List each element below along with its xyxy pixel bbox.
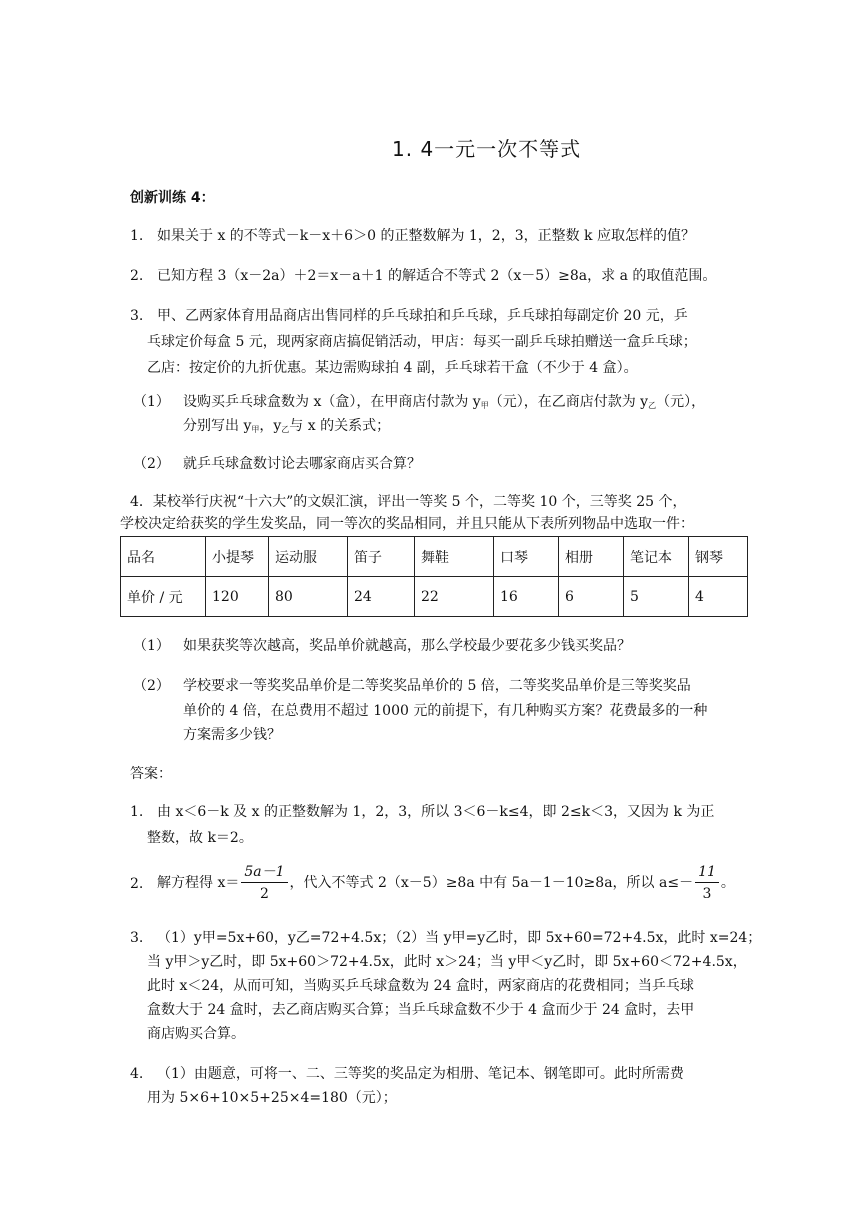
question-3-sub2-number: （2）	[133, 456, 170, 472]
question-3-line: 甲、乙两家体育用品商店出售同样的乒乓球拍和乒乓球，乒乓球拍每副定价 20 元，乒	[157, 308, 688, 324]
table-cell: 80	[269, 577, 348, 617]
table-cell: 运动服	[269, 537, 348, 577]
answer-3-line: （1）y甲=5x+60，y乙=72+4.5x；（2）当 y甲=y乙时，即 5x+60=72+4.5x，此时 x=24；	[157, 930, 762, 946]
question-4-line: 4．某校举行庆祝“十六大”的文娱汇演，评出一等奖 5 个，二等奖 10 个，三等奖 25 个，	[130, 494, 687, 510]
table-cell: 5	[624, 577, 689, 617]
question-1-text: 如果关于 x 的不等式－k－x＋6＞0 的正整数解为 1，2，3，正整数 k 应取怎样的值？	[157, 228, 695, 244]
answer-4-line: （1）由题意，可将一、二、三等奖的奖品定为相册、笔记本、钢笔即可。此时所需费	[157, 1066, 684, 1082]
table-cell: 钢琴	[689, 537, 748, 577]
question-4-sub1-number: （1）	[133, 638, 170, 654]
question-4-sub2-line: 单价的 4 倍，在总费用不超过 1000 元的前提下，有几种购买方案？花费最多的一种	[183, 703, 708, 719]
answer-4-number: 4.	[130, 1066, 144, 1082]
page-title: 1. 4一元一次不等式	[392, 137, 582, 161]
table-cell: 22	[415, 577, 494, 617]
question-3-sub2-text: 就乒乓球盒数讨论去哪家商店买合算？	[183, 456, 421, 472]
table-cell: 小提琴	[206, 537, 269, 577]
section-heading: 创新训练 4：	[130, 190, 215, 206]
answer-3-line: 盒数大于 24 盒时，去乙商店购买合算；当乒乓球盒数不少于 4 盒而少于 24 盒时，去甲	[147, 1002, 695, 1018]
table-cell: 笔记本	[624, 537, 689, 577]
question-1-number: 1.	[130, 228, 144, 244]
question-3-sub1-line1: 设购买乒乓球盒数为 x（盒），在甲商店付款为 $y_甲$（元），在乙商店付款为 $y_乙$（元），	[183, 394, 706, 410]
fraction: $\frac{5a-1}{2}$	[241, 862, 287, 905]
answer-2-number: 2.	[130, 876, 144, 892]
question-2-text: 已知方程 3（x－2a）＋2＝x－a＋1 的解适合不等式 2（x－5）≥8a，求 a 的取值范围。	[157, 268, 717, 284]
answer-1-number: 1.	[130, 804, 144, 820]
table-cell: 4	[689, 577, 748, 617]
price-table	[120, 536, 748, 617]
answer-3-line: 当 y甲＞y乙时，即 5x+60＞72+4.5x，此时 x＞24；当 y甲＜y乙时，即 5x+60＜72+4.5x，	[147, 954, 747, 970]
table-cell: 口琴	[494, 537, 559, 577]
fraction: $\frac{11}{3}$	[695, 862, 719, 905]
table-cell: 24	[348, 577, 415, 617]
table-cell: 相册	[559, 537, 624, 577]
answer-1-line: 整数，故 k＝2。	[147, 830, 253, 846]
question-3-line: 乙店：按定价的九折优惠。某边需购球拍 4 副，乒乓球若干盒（不少于 4 盒）。	[147, 360, 638, 376]
table-cell: 单价 / 元	[121, 577, 206, 617]
table-cell: 笛子	[348, 537, 415, 577]
table-cell: 品名	[121, 537, 206, 577]
answer-2-text: 解方程得 x＝ $\frac{5a-1}{2}$ ，代入不等式 2（x－5）≥8a 中有 5a－1－10≥8a，所以 a≤－ $\frac{11}{3}$ 。	[157, 858, 735, 908]
question-2-number: 2.	[130, 268, 144, 284]
question-4-sub2-line: 学校要求一等奖奖品单价是二等奖奖品单价的 5 倍，二等奖奖品单价是三等奖奖品	[183, 678, 691, 694]
question-3-sub1-line2: 分别写出 $y_甲$，$y_乙$与 x 的关系式；	[183, 418, 391, 434]
answer-3-line: 此时 x＜24，从而可知，当购买乒乓球盒数为 24 盒时，两家商店的花费相同；当乒乓球	[147, 978, 694, 994]
table-cell: 6	[559, 577, 624, 617]
answer-4-line: 用为 5×6+10×5+25×4=180（元）；	[147, 1090, 397, 1106]
table-cell: 舞鞋	[415, 537, 494, 577]
answer-3-line: 商店购买合算。	[147, 1026, 245, 1042]
question-4-sub2-line: 方案需多少钱？	[183, 727, 281, 743]
question-3-number: 3.	[130, 308, 144, 324]
table-cell: 16	[494, 577, 559, 617]
answer-3-number: 3.	[130, 930, 144, 946]
table-row	[121, 537, 748, 577]
table-cell: 120	[206, 577, 269, 617]
question-3-sub1-number: （1）	[133, 394, 170, 410]
question-4-line: 学校决定给获奖的学生发奖品，同一等次的奖品相同，并且只能从下表所列物品中选取一件：	[120, 516, 694, 532]
question-3-line: 乓球定价每盒 5 元，现两家商店搞促销活动，甲店：每买一副乒乓球拍赠送一盒乒乓球；	[147, 334, 697, 350]
answer-1-line: 由 x＜6－k 及 x 的正整数解为 1，2，3，所以 3＜6－k≤4，即 2≤k＜3，又因为 k 为正	[157, 804, 715, 820]
table-row	[121, 577, 748, 617]
question-4-sub2-number: （2）	[133, 678, 170, 694]
question-4-sub1-text: 如果获奖等次越高，奖品单价就越高，那么学校最少要花多少钱买奖品？	[183, 638, 631, 654]
answers-heading: 答案：	[130, 766, 172, 782]
